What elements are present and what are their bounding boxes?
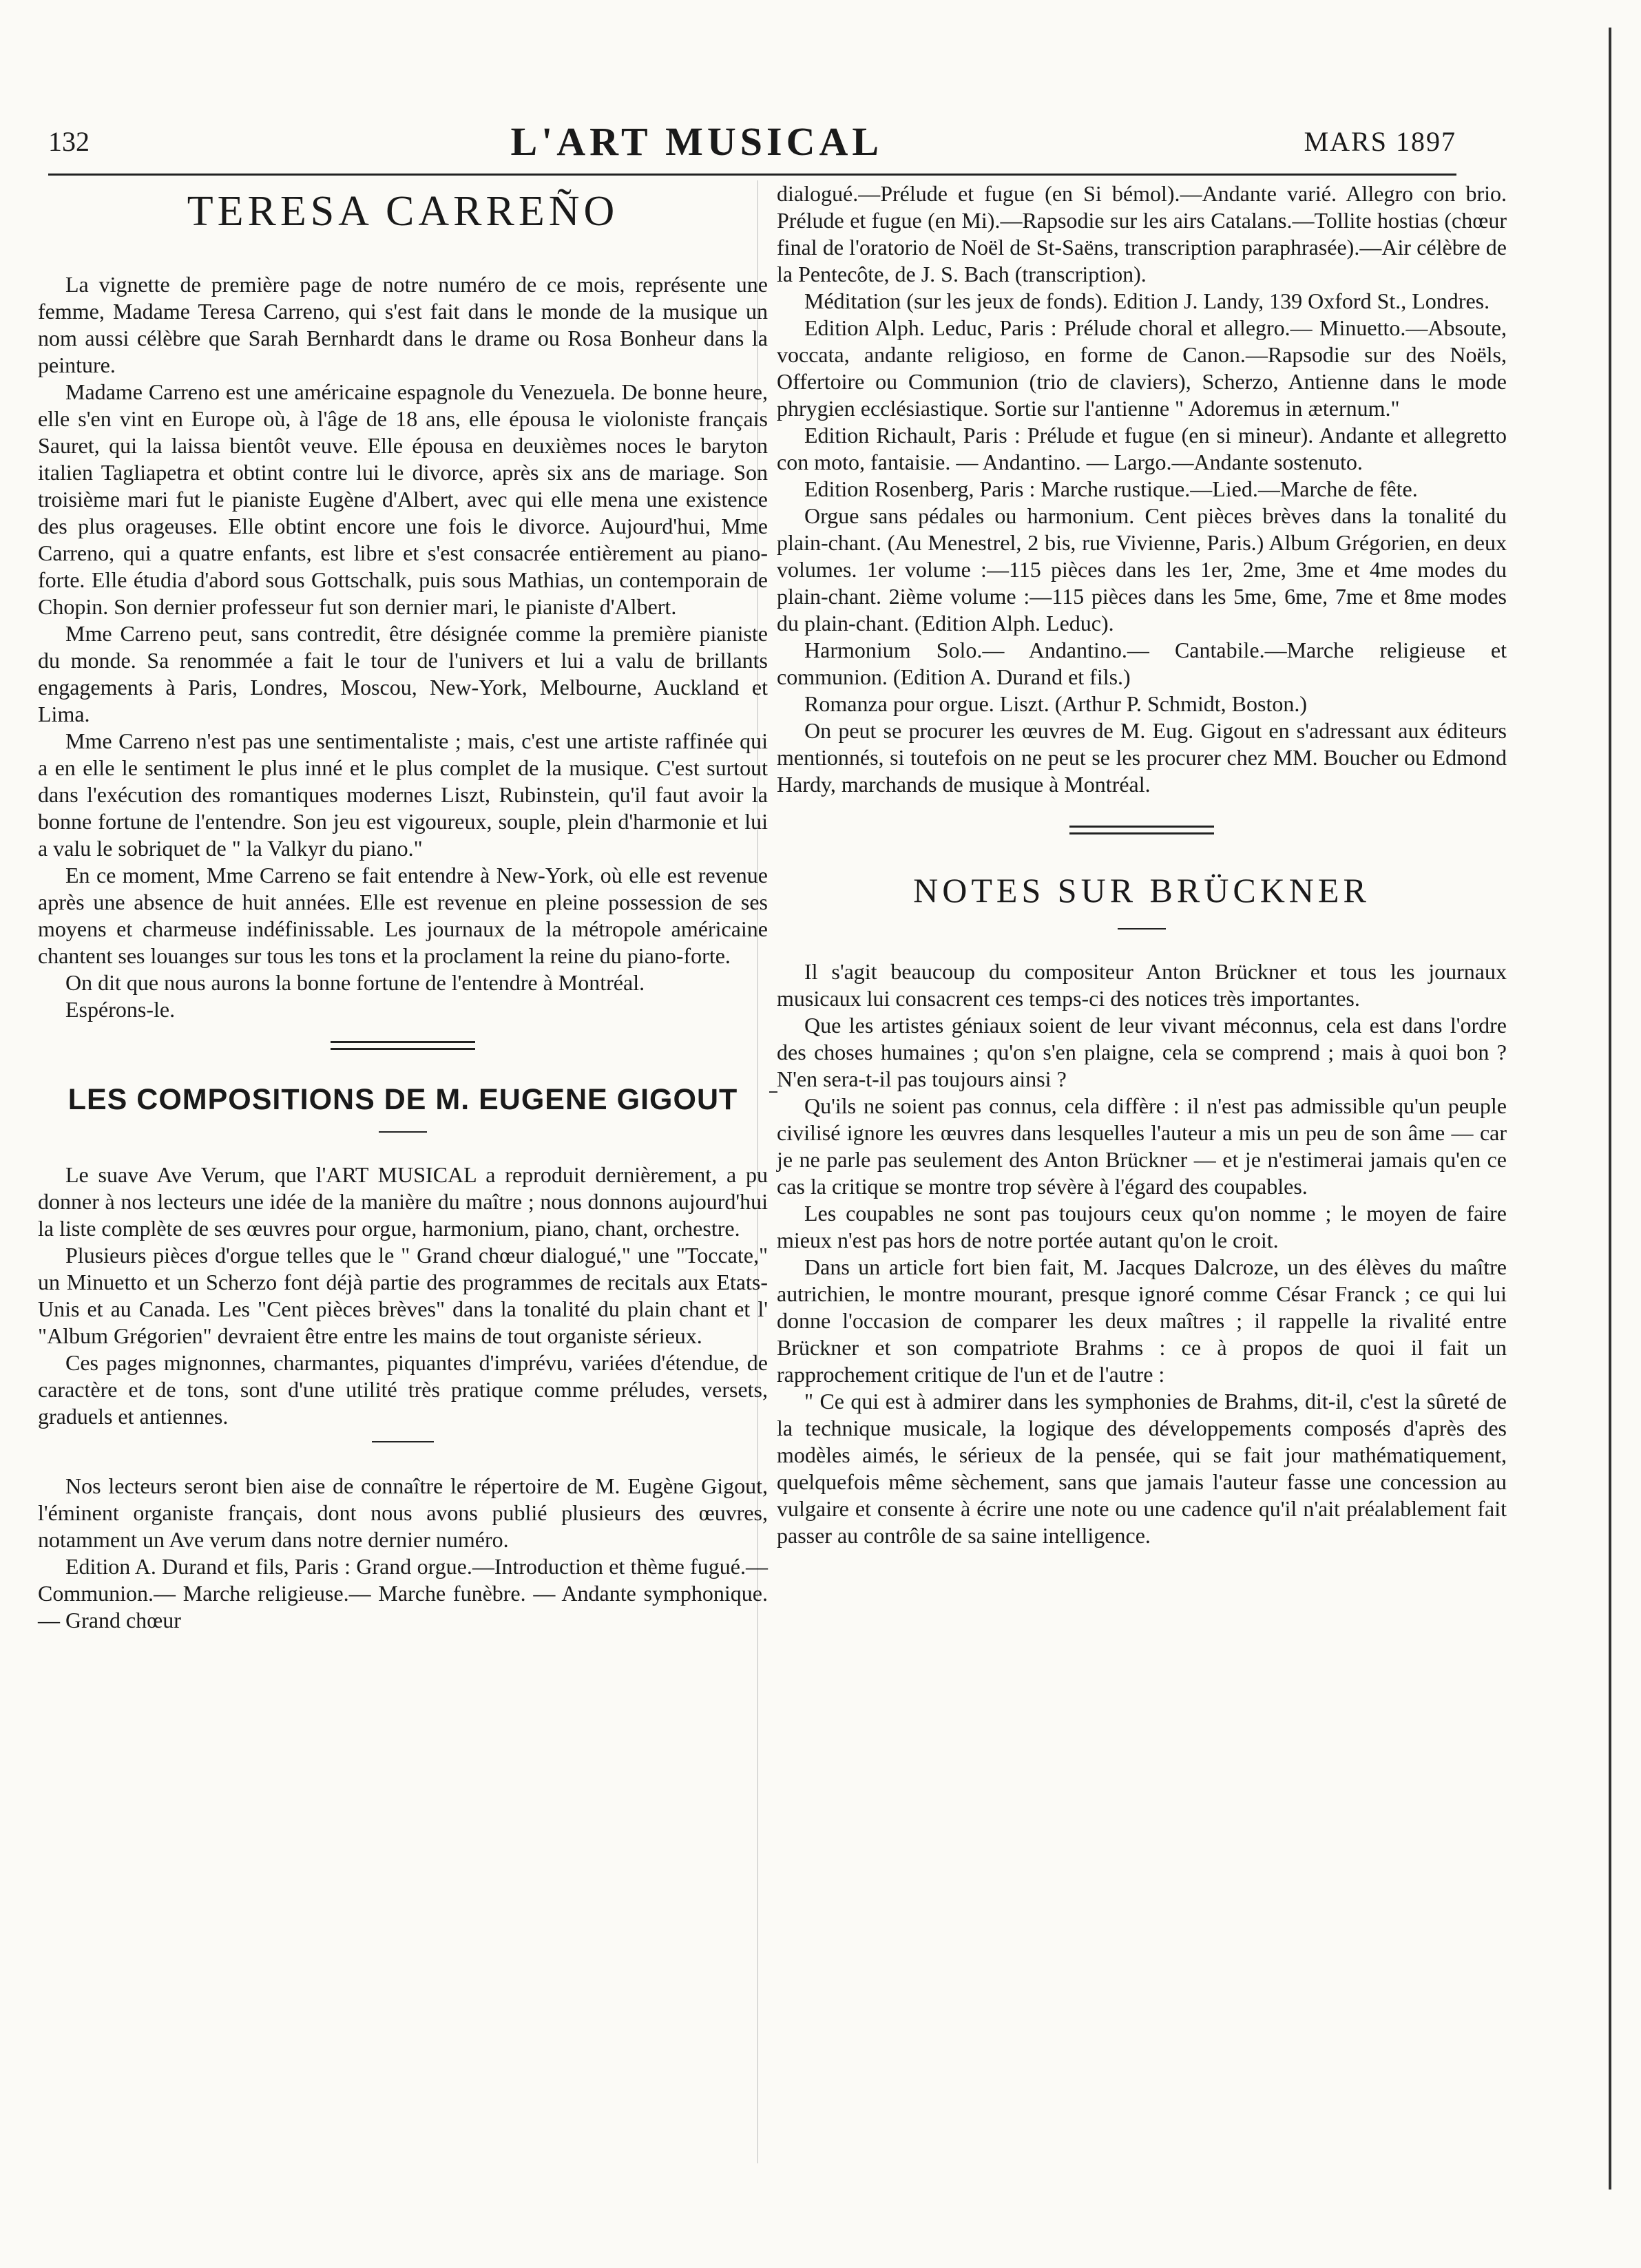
section-double-rule [1069, 826, 1214, 834]
article-paragraph: Plusieurs pièces d'orgue telles que le " Grand chœur dialogué," une "Toccate," un Minuetto et un Scherzo font déjà partie des programmes de recitals aux Etats-Unis et au Canada. Les "Cent pièces brèves" dans la tonalité du plain chant et l' "Album Grégorien" devraient être entre les mains de tout organiste sérieux. [38, 1243, 768, 1348]
article-paragraph: Les coupables ne sont pas toujours ceux qu'on nomme ; le moyen de faire mieux n'est pas hors de notre portée autant qu'on le croit. [777, 1201, 1507, 1252]
repertoire-article [38, 1473, 768, 1634]
left-column [38, 180, 768, 1634]
bruckner-article [777, 958, 1507, 1549]
article-paragraph: Ces pages mignonnes, charmantes, piquantes d'imprévu, variées d'étendue, de caractère et de tons, sont d'une utilité très pratique comme préludes, versets, graduels et antiennes. [38, 1350, 768, 1429]
article-paragraph: On peut se procurer les œuvres de M. Eug. Gigout en s'adressant aux éditeurs mentionnés, si toutefois on ne peut se les procurer chez MM. Boucher ou Edmond Hardy, marchands de musique à Montréal. [777, 718, 1507, 797]
article-paragraph: Mme Carreno n'est pas une sentimentaliste ; mais, c'est une artiste raffinée qui a en elle le sentiment le plus inné et le plus complet de la musique. C'est surtout dans l'exécution des romantiques modernes Liszt, Rubinstein, qu'il faut avoir la bonne fortune de l'entendre. Son jeu est vigoureux, souple, plein d'harmonie et lui a valu le sobriquet de " la Valkyr du piano." [38, 728, 768, 861]
article-paragraph: Edition Richault, Paris : Prélude et fugue (en si mineur). Andante et allegretto con moto, fantaisie. — Andantino. — Largo.—Andante sostenuto. [777, 423, 1507, 474]
page-header [48, 110, 1456, 172]
paragraph-separator-rule [372, 1441, 434, 1442]
article-paragraph: Madame Carreno est une américaine espagnole du Venezuela. De bonne heure, elle s'en vint en Europe où, à l'âge de 18 ans, elle épousa le violoniste français Sauret, qui la laissa bientôt veuve. Elle épousa en deuxièmes noces le baryton italien Tagliapetra et obtint contre lui le divorce, après six ans de mariage. Son troisième mari fut le pianiste Eugène d'Albert, avec qui elle mena une existence des plus orageuses. Elle obtint encore une fois le divorce. Aujourd'hui, Mme Carreno, qui a quatre enfants, est libre et s'est consacrée entièrement au piano-forte. Elle étudia d'abord sous Gottschalk, puis sous Mathias, un contemporain de Chopin. Son dernier professeur fut son dernier mari, le pianiste d'Albert. [38, 379, 768, 619]
carreno-title: TERESA CARREÑO [187, 188, 619, 235]
article-paragraph: On dit que nous aurons la bonne fortune de l'entendre à Montréal. [65, 970, 645, 995]
article-paragraph: En ce moment, Mme Carreno se fait entendre à New-York, où elle est revenue après une absence de huit années. Elle est revenue en pleine possession de ses moyens et charmeuse indéfinissable. Les journaux de la métropole américaine chantent ses louanges sur tous les tons et la proclament la reine du piano-forte. [38, 863, 768, 968]
gigout-article [38, 1162, 768, 1430]
article-paragraph: Edition A. Durand et fils, Paris : Grand orgue.—Introduction et thème fugué.— Communion.— Marche religieuse.— Marche funèbre. — Andante symphonique. — Grand chœur [38, 1554, 768, 1632]
page-number: 132 [48, 125, 90, 157]
gigout-title: LES COMPOSITIONS DE M. EUGENE GIGOUT [67, 1083, 738, 1116]
article-paragraph: Orgue sans pédales ou harmonium. Cent pièces brèves dans la tonalité du plain-chant. (Au Menestrel, 2 bis, rue Vivienne, Paris.) Album Grégorien, en deux volumes. 1er volume :—115 pièces dans les 1er, 2me, 3me et 4me modes du plain-chant. 2ième volume :—115 pièces dans les 5me, 6me, 7me et 8me modes du plain-chant. (Edition Alph. Leduc). [777, 503, 1507, 636]
article-paragraph: Qu'ils ne soient pas connus, cela diffère : il n'est pas admissible qu'un peuple civilisé ignore les œuvres dans lesquelles l'auteur a mis un peu de son âme — car je ne parle pas seulement des Anton Brückner — et je n'estimerai jamais qu'en ce cas la critique se montre trop sévère à l'égard des coupables. [777, 1093, 1507, 1199]
article-paragraph: Edition Alph. Leduc, Paris : Prélude choral et allegro.— Minuetto.—Absoute, voccata, andante religioso, en forme de Canon.—Rapsodie sur des Noëls, Offertoire ou Communion (trio de claviers), Scherzo, Antienne dans le mode phrygien ecclésiastique. Sortie sur l'antienne " Adoremus in æternum." [777, 315, 1507, 421]
carreno-article [38, 271, 768, 1023]
right-column [777, 180, 1507, 1549]
repertoire-continued [777, 180, 1507, 798]
bruckner-title: NOTES SUR BRÜCKNER [913, 871, 1370, 910]
article-paragraph: Edition Rosenberg, Paris : Marche rustique.—Lied.—Marche de fête. [804, 476, 1418, 501]
article-paragraph: Le suave Ave Verum, que l'ART MUSICAL a reproduit dernièrement, a pu donner à nos lecteurs une idée de la manière du maître ; nous donnons aujourd'hui la liste complète de ses œuvres pour orgue, harmonium, piano, chant, orchestre. [38, 1162, 768, 1241]
article-paragraph: Nos lecteurs seront bien aise de connaître le répertoire de M. Eugène Gigout, l'éminent organiste français, dont nous avons publié plusieurs des œuvres, notamment un Ave verum dans notre dernier numéro. [38, 1473, 768, 1552]
article-paragraph: dialogué.—Prélude et fugue (en Si bémol).—Andante varié. Allegro con brio. Prélude et fugue (en Mi).—Rapsodie sur les airs Catalans.—Tollite hostias (chœur final de l'oratorio de Noël de St-Saëns, transcription paraphrasée).—Air célèbre de la Pentecôte, de J. S. Bach (transcription). [777, 181, 1507, 286]
title-rule [1118, 928, 1166, 930]
section-double-rule [331, 1041, 475, 1050]
article-paragraph: Dans un article fort bien fait, M. Jacques Dalcroze, un des élèves du maître autrichien, le montre mourant, presque ignoré comme César Franck ; ce qui lui donne l'occasion de comparer les deux maîtres ; il rappelle la rivalité entre Brückner et son compatriote Brahms : ce à propos de quoi il fait un rapprochement critique de l'un et de l'autre : [777, 1254, 1507, 1387]
article-paragraph: Harmonium Solo.— Andantino.— Cantabile.—Marche religieuse et communion. (Edition A. Durand et fils.) [777, 638, 1507, 689]
title-rule [379, 1131, 427, 1133]
article-paragraph: Mme Carreno peut, sans contredit, être désignée comme la première pianiste du monde. Sa renommée a fait le tour de l'univers et lui a valu de brillants engagements à Paris, Londres, Moscou, New-York, Melbourne, Auckland et Lima. [38, 621, 768, 726]
article-paragraph: Il s'agit beaucoup du compositeur Anton Brückner et tous les journaux musicaux lui consacrent ces temps-ci des notices très importantes. [777, 959, 1507, 1011]
page-edge-rule [1609, 28, 1611, 2190]
article-paragraph: Espérons-le. [65, 997, 176, 1022]
article-paragraph: Que les artistes géniaux soient de leur vivant méconnus, cela est dans l'ordre des choses humaines ; qu'on s'en plaigne, cela se comprend ; mais à quoi bon ? N'en sera-t-il pas toujours ainsi ? [777, 1013, 1507, 1091]
article-paragraph: " Ce qui est à admirer dans les symphonies de Brahms, dit-il, c'est la sûreté de la technique musicale, la logique des développements composés d'après des modèles aimés, le sérieux de la pensée, qui se fait jour mathématiquement, quelquefois même sèchement, sans que jamais l'auteur fasse une concession au vulgaire et consente à écrire une note ou une cadence qu'il n'ait préalablement fait passer au contrôle de sa saine intelligence. [777, 1389, 1507, 1548]
issue-date: MARS 1897 [1304, 125, 1456, 157]
article-paragraph: Méditation (sur les jeux de fonds). Edition J. Landy, 139 Oxford St., Londres. [804, 288, 1490, 313]
journal-title: L'ART MUSICAL [510, 118, 884, 164]
article-paragraph: La vignette de première page de notre numéro de ce mois, représente une femme, Madame Teresa Carreno, qui s'est fait dans le monde de la musique un nom aussi célèbre que Sarah Bernhardt dans le drame ou Rosa Bonheur dans la peinture. [38, 272, 768, 377]
header-rule [48, 174, 1456, 176]
article-paragraph: Romanza pour orgue. Liszt. (Arthur P. Schmidt, Boston.) [804, 691, 1307, 716]
